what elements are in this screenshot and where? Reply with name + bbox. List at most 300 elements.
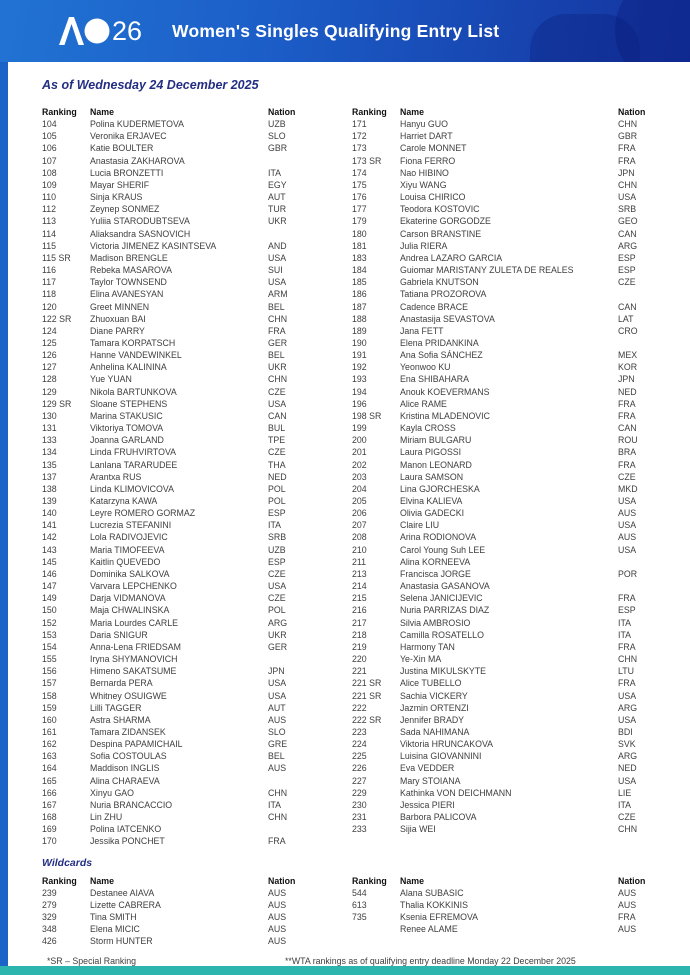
- name-cell: Sloane STEPHENS: [90, 398, 168, 409]
- nation-cell: UKR: [268, 362, 287, 373]
- rank-cell: 217: [352, 617, 367, 628]
- name-cell: Ksenia EFREMOVA: [400, 912, 479, 922]
- name-cell: Tamara ZIDANSEK: [90, 726, 166, 737]
- rank-cell: 173: [352, 143, 367, 154]
- nation-cell: ARG: [618, 751, 638, 762]
- table-row: [352, 313, 682, 325]
- name-cell: Greet MINNEN: [90, 301, 150, 312]
- name-cell: Cadence BRACE: [400, 301, 468, 312]
- rank-cell: 163: [42, 751, 57, 762]
- nation-cell: SRB: [618, 204, 637, 215]
- nation-cell: SUI: [268, 265, 283, 276]
- table-row: [352, 568, 682, 580]
- rank-cell: 127: [42, 362, 57, 373]
- rank-cell: 194: [352, 386, 367, 397]
- nation-cell: AUS: [268, 924, 287, 935]
- nation-cell: ITA: [268, 520, 282, 531]
- rank-cell: 165: [42, 775, 57, 786]
- name-cell: Sinja KRAUS: [90, 192, 143, 203]
- name-cell: Fiona FERRO: [400, 155, 456, 166]
- ranking-column-header: Ranking: [352, 875, 387, 886]
- nation-cell: NED: [268, 471, 287, 482]
- table-row: [42, 519, 352, 531]
- nation-cell: FRA: [618, 410, 636, 421]
- table-row: [352, 495, 682, 507]
- name-cell: Miriam BULGARU: [400, 435, 472, 446]
- name-cell: Ye-Xin MA: [400, 654, 442, 665]
- rank-cell: 239: [42, 887, 57, 898]
- table-row: [352, 690, 682, 702]
- nation-cell: ITA: [268, 799, 282, 810]
- rank-cell: 153: [42, 629, 57, 640]
- table-row: [352, 811, 682, 823]
- name-cell: Yue YUAN: [90, 374, 132, 385]
- name-cell: Despina PAPAMICHAIL: [90, 739, 183, 750]
- rank-cell: 139: [42, 496, 57, 506]
- table-row: [352, 702, 682, 714]
- table-header-row: [42, 106, 352, 118]
- table-row: [42, 301, 352, 313]
- table-row: [42, 313, 352, 325]
- table-row: [42, 507, 352, 519]
- rank-cell: 164: [42, 763, 57, 774]
- name-cell: Taylor TOWNSEND: [90, 277, 167, 288]
- name-cell: Elena MICIC: [90, 924, 140, 935]
- name-cell: Katarzyna KAWA: [90, 496, 158, 506]
- nation-cell: GER: [268, 337, 288, 348]
- rank-cell: 185: [352, 277, 367, 288]
- name-cell: Hanyu GUO: [400, 119, 448, 130]
- rank-cell: 118: [42, 289, 57, 300]
- nation-cell: KOR: [618, 362, 638, 373]
- nation-cell: LAT: [618, 313, 634, 324]
- nation-cell: CRO: [618, 325, 638, 336]
- rank-cell: 115 SR: [42, 252, 71, 263]
- name-cell: Lucia BRONZETTI: [90, 167, 164, 178]
- rank-cell: 279: [42, 899, 57, 910]
- nation-cell: ESP: [618, 252, 636, 263]
- name-cell: Luisina GIOVANNINI: [400, 751, 482, 762]
- name-cell: Maddison INGLIS: [90, 763, 160, 774]
- name-cell: Tatiana PROZOROVA: [400, 289, 487, 300]
- nation-cell: POL: [268, 605, 286, 616]
- rank-cell: 211: [352, 556, 367, 567]
- name-cell: Justina MIKULSKYTE: [400, 666, 487, 677]
- name-column-header: Name: [400, 107, 424, 117]
- table-header-row: [352, 106, 682, 118]
- name-cell: Storm HUNTER: [90, 936, 153, 947]
- nation-cell: CZE: [618, 277, 636, 288]
- name-cell: Andrea LAZARO GARCIA: [400, 252, 503, 263]
- name-cell: Yuliia STARODUBTSEVA: [90, 216, 190, 227]
- nation-cell: ARG: [618, 240, 638, 251]
- table-row: [352, 155, 682, 167]
- nation-cell: CHN: [618, 824, 638, 835]
- nation-cell: CZE: [268, 568, 286, 579]
- nation-cell: MKD: [618, 483, 638, 494]
- table-row: [42, 738, 352, 750]
- name-cell: Laura PIGOSSI: [400, 447, 462, 458]
- table-row: [352, 240, 682, 252]
- name-cell: Joanna GARLAND: [90, 435, 164, 446]
- rank-cell: 181: [352, 240, 367, 251]
- ao-logo-icon: [58, 17, 110, 45]
- name-cell: Ekaterine GORGODZE: [400, 216, 491, 227]
- name-cell: Carol Young Suh LEE: [400, 544, 486, 555]
- table-row: [42, 483, 352, 495]
- rank-cell: 149: [42, 593, 57, 604]
- rank-cell: 207: [352, 520, 367, 531]
- name-cell: Manon LEONARD: [400, 459, 472, 470]
- nation-cell: AUS: [618, 532, 637, 543]
- nation-cell: FRA: [618, 593, 636, 604]
- nation-cell: USA: [268, 252, 287, 263]
- nation-cell: CZE: [618, 812, 636, 823]
- nation-cell: CHN: [268, 313, 288, 324]
- table-row: [352, 142, 682, 154]
- table-row: [42, 264, 352, 276]
- rank-cell: 157: [42, 678, 57, 689]
- name-cell: Laura SAMSON: [400, 471, 464, 482]
- table-row: [42, 762, 352, 774]
- name-cell: Himeno SAKATSUME: [90, 666, 177, 677]
- nation-cell: CAN: [618, 423, 637, 434]
- nation-cell: CZE: [268, 593, 286, 604]
- name-cell: Kathinka VON DEICHMANN: [400, 787, 512, 798]
- name-cell: Zeynep SONMEZ: [90, 204, 160, 215]
- rank-cell: 162: [42, 739, 57, 750]
- name-cell: Kaitlin QUEVEDO: [90, 556, 161, 567]
- name-cell: Olivia GADECKI: [400, 508, 465, 519]
- nation-column-header: Nation: [618, 107, 646, 117]
- nation-cell: CHN: [618, 654, 638, 665]
- nation-cell: LTU: [618, 666, 634, 677]
- name-cell: Aliaksandra SASNOVICH: [90, 228, 191, 239]
- nation-cell: POL: [268, 483, 286, 494]
- name-cell: Elvina KALIEVA: [400, 496, 463, 506]
- rank-cell: 200: [352, 435, 367, 446]
- rank-cell: 224: [352, 739, 367, 750]
- rank-cell: 171: [352, 119, 367, 130]
- name-cell: Alice TUBELLO: [400, 678, 462, 689]
- name-cell: Elena PRIDANKINA: [400, 337, 479, 348]
- header-decor-shape: [615, 0, 690, 62]
- name-cell: Anouk KOEVERMANS: [400, 386, 490, 397]
- name-cell: Barbora PALICOVA: [400, 812, 477, 823]
- ranking-column-header: Ranking: [42, 107, 77, 117]
- table-header-row: [42, 875, 352, 887]
- table-row: [352, 459, 682, 471]
- name-cell: Whitney OSUIGWE: [90, 690, 167, 701]
- table-row: [42, 750, 352, 762]
- table-row: [42, 835, 352, 847]
- nation-cell: USA: [268, 690, 287, 701]
- nation-cell: FRA: [618, 912, 636, 922]
- name-cell: Mayar SHERIF: [90, 179, 150, 190]
- nation-cell: ARG: [618, 702, 638, 713]
- name-column-header: Name: [90, 875, 114, 886]
- nation-cell: ESP: [268, 508, 286, 519]
- nation-cell: ESP: [618, 605, 636, 616]
- rank-cell: 143: [42, 544, 57, 555]
- rank-cell: 133: [42, 435, 57, 446]
- name-cell: Harriet DART: [400, 131, 453, 142]
- name-cell: Dominika SALKOVA: [90, 568, 170, 579]
- table-row: [42, 446, 352, 458]
- table-row: [42, 887, 352, 899]
- name-cell: Viktoriya TOMOVA: [90, 423, 164, 434]
- table-row: [42, 714, 352, 726]
- table-row: [352, 325, 682, 337]
- name-cell: Lin ZHU: [90, 812, 123, 823]
- nation-cell: ITA: [618, 617, 632, 628]
- table-row: [42, 775, 352, 787]
- rank-cell: 216: [352, 605, 367, 616]
- nation-cell: UZB: [268, 544, 286, 555]
- name-cell: Mary STOIANA: [400, 775, 461, 786]
- name-cell: Nao HIBINO: [400, 167, 449, 178]
- name-cell: Carole MONNET: [400, 143, 467, 154]
- table-row: [352, 288, 682, 300]
- name-cell: Kristina MLADENOVIC: [400, 410, 490, 421]
- nation-cell: BUL: [268, 423, 286, 434]
- rank-cell: 138: [42, 483, 57, 494]
- name-cell: Jazmin ORTENZI: [400, 702, 469, 713]
- rank-cell: 348: [42, 924, 57, 935]
- nation-cell: CHN: [618, 119, 638, 130]
- nation-cell: USA: [618, 520, 637, 531]
- name-cell: Anhelina KALININA: [90, 362, 167, 373]
- rank-cell: 184: [352, 265, 367, 276]
- rank-cell: 193: [352, 374, 367, 385]
- nation-cell: GEO: [618, 216, 638, 227]
- table-row: [352, 665, 682, 677]
- nation-cell: UKR: [268, 629, 287, 640]
- nation-cell: AUS: [268, 887, 287, 898]
- rank-cell: 196: [352, 398, 367, 409]
- name-cell: Elina AVANESYAN: [90, 289, 164, 300]
- nation-cell: CHN: [618, 179, 638, 190]
- nation-cell: CZE: [268, 386, 286, 397]
- name-cell: Hanne VANDEWINKEL: [90, 350, 182, 361]
- table-row: [42, 677, 352, 689]
- rank-cell: 167: [42, 799, 57, 810]
- name-cell: Alina CHARAEVA: [90, 775, 160, 786]
- table-row: [42, 373, 352, 385]
- nation-column-header: Nation: [618, 875, 646, 886]
- nation-cell: [268, 775, 352, 787]
- name-cell: Rebeka MASAROVA: [90, 265, 172, 276]
- table-row: [42, 398, 352, 410]
- nation-cell: BEL: [268, 301, 285, 312]
- rank-cell: 128: [42, 374, 57, 385]
- name-cell: Renee ALAME: [400, 924, 458, 935]
- table-row: [42, 604, 352, 616]
- rank-cell: 329: [42, 912, 57, 922]
- table-row: [42, 471, 352, 483]
- nation-cell: USA: [268, 398, 287, 409]
- name-cell: Viktoria HRUNCAKOVA: [400, 739, 494, 750]
- entry-list-section: [42, 106, 690, 848]
- nation-cell: [618, 580, 682, 592]
- nation-cell: AUS: [268, 936, 287, 947]
- nation-cell: AUT: [268, 702, 286, 713]
- rank-cell: 735: [352, 912, 367, 922]
- ao26-logo: [58, 17, 142, 45]
- rank-cell: 186: [352, 289, 367, 300]
- table-row: [352, 641, 682, 653]
- nation-cell: NED: [618, 386, 637, 397]
- table-row: [42, 167, 352, 179]
- rank-cell: 426: [42, 936, 57, 947]
- nation-cell: BDI: [618, 726, 633, 737]
- name-cell: Diane PARRY: [90, 325, 145, 336]
- name-cell: Iryna SHYMANOVICH: [90, 654, 178, 665]
- table-row: [352, 130, 682, 142]
- name-cell: Julia RIERA: [400, 240, 448, 251]
- name-cell: Sachia VICKERY: [400, 690, 468, 701]
- table-row: [352, 556, 682, 568]
- rank-cell: 215: [352, 593, 367, 604]
- table-row: [352, 422, 682, 434]
- name-cell: Nuria PARRIZAS DIAZ: [400, 605, 490, 616]
- rank-cell: 198 SR: [352, 410, 382, 421]
- rank-cell: 137: [42, 471, 57, 482]
- table-row: [42, 568, 352, 580]
- nation-cell: UZB: [268, 119, 286, 130]
- table-row: [42, 288, 352, 300]
- nation-cell: SLO: [268, 131, 286, 142]
- rank-cell: 192: [352, 362, 367, 373]
- name-cell: Sofia COSTOULAS: [90, 751, 167, 762]
- name-cell: Maria Lourdes CARLE: [90, 617, 179, 628]
- table-row: [42, 799, 352, 811]
- name-cell: Veronika ERJAVEC: [90, 131, 167, 142]
- table-row: [352, 228, 682, 240]
- nation-cell: ARM: [268, 289, 288, 300]
- nation-cell: [268, 653, 352, 665]
- table-row: [352, 483, 682, 495]
- rank-cell: 544: [352, 887, 367, 898]
- page-header: [0, 0, 690, 62]
- wildcards-section-title: Wildcards: [42, 856, 93, 869]
- table-row: [42, 726, 352, 738]
- entry-table-right: [352, 106, 682, 848]
- table-row: [42, 811, 352, 823]
- table-row: [42, 580, 352, 592]
- table-row: [352, 410, 682, 422]
- name-cell: Lizette CABRERA: [90, 899, 161, 910]
- entry-table-left: [42, 106, 352, 848]
- nation-cell: JPN: [618, 374, 635, 385]
- name-cell: Nuria BRANCACCIO: [90, 799, 173, 810]
- table-row: [42, 531, 352, 543]
- table-row: [42, 155, 352, 167]
- name-cell: Anastasia ZAKHAROVA: [90, 155, 185, 166]
- rank-cell: 154: [42, 641, 57, 652]
- nation-cell: THA: [268, 459, 286, 470]
- table-row: [352, 762, 682, 774]
- rank-cell: 613: [352, 899, 367, 910]
- nation-cell: USA: [618, 690, 637, 701]
- rank-cell: 131: [42, 423, 57, 434]
- name-cell: Marina STAKUSIC: [90, 410, 163, 421]
- name-cell: Kayla CROSS: [400, 423, 456, 434]
- name-cell: Sijia WEI: [400, 824, 436, 835]
- table-row: [352, 179, 682, 191]
- rank-cell: 129 SR: [42, 398, 72, 409]
- name-cell: Jessika PONCHET: [90, 836, 165, 847]
- name-cell: Jana FETT: [400, 325, 444, 336]
- nation-cell: MEX: [618, 350, 638, 361]
- name-cell: Lanlana TARARUDEE: [90, 459, 178, 470]
- rank-cell: 204: [352, 483, 367, 494]
- nation-cell: USA: [618, 775, 637, 786]
- table-row: [42, 923, 352, 935]
- ranking-column-header: Ranking: [352, 107, 387, 117]
- rank-cell: 230: [352, 799, 367, 810]
- rank-cell: 221 SR: [352, 690, 382, 701]
- nation-cell: AUS: [268, 899, 287, 910]
- nation-cell: FRA: [618, 459, 636, 470]
- nation-cell: GER: [268, 641, 288, 652]
- table-row: [352, 775, 682, 787]
- name-cell: Teodora KOSTOVIC: [400, 204, 480, 215]
- nation-column-header: Nation: [268, 875, 296, 886]
- table-row: [352, 899, 682, 911]
- name-cell: Selena JANICIJEVIC: [400, 593, 483, 604]
- nation-cell: ITA: [618, 799, 632, 810]
- nation-cell: ESP: [268, 556, 286, 567]
- nation-cell: [618, 288, 682, 300]
- rank-cell: 140: [42, 508, 57, 519]
- nation-cell: FRA: [618, 155, 636, 166]
- rank-cell: 158: [42, 690, 57, 701]
- nation-cell: USA: [268, 678, 287, 689]
- nation-cell: USA: [618, 496, 637, 506]
- table-row: [42, 459, 352, 471]
- table-row: [42, 215, 352, 227]
- nation-cell: LIE: [618, 787, 632, 798]
- rank-cell: 214: [352, 581, 367, 592]
- nation-cell: SRB: [268, 532, 287, 543]
- table-row: [352, 923, 682, 935]
- table-row: [352, 750, 682, 762]
- rank-cell: 142: [42, 532, 57, 543]
- name-cell: Eva VEDDER: [400, 763, 455, 774]
- rank-cell: 202: [352, 459, 367, 470]
- rank-cell: 188: [352, 313, 367, 324]
- table-row: [352, 544, 682, 556]
- rank-cell: 172: [352, 131, 367, 142]
- table-row: [42, 118, 352, 130]
- nation-cell: ESP: [618, 265, 636, 276]
- name-cell: Bernarda PERA: [90, 678, 153, 689]
- rank-cell: 117: [42, 277, 57, 288]
- rank-cell: 120: [42, 301, 57, 312]
- rank-cell: 183: [352, 252, 367, 263]
- rank-cell: 134: [42, 447, 57, 458]
- table-row: [352, 787, 682, 799]
- rank-cell: 180: [352, 228, 367, 239]
- name-cell: Leyre ROMERO GORMAZ: [90, 508, 196, 519]
- nation-cell: SLO: [268, 726, 286, 737]
- rank-cell: 187: [352, 301, 367, 312]
- rank-cell: 113: [42, 216, 57, 227]
- name-cell: Maria TIMOFEEVA: [90, 544, 165, 555]
- rank-cell: 189: [352, 325, 367, 336]
- table-row: [42, 911, 352, 923]
